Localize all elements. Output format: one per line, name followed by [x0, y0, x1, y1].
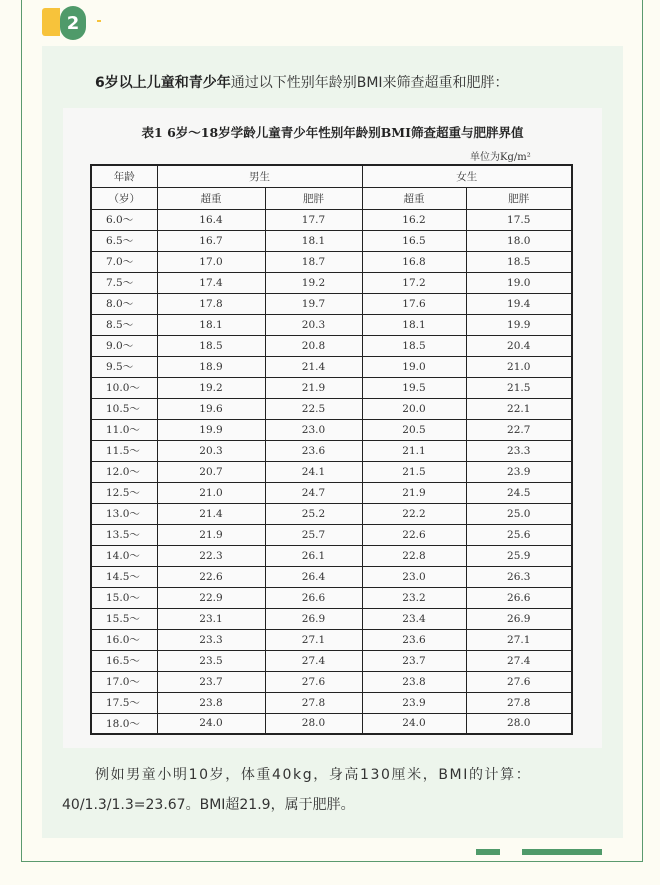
section-badge-accent: [42, 8, 60, 36]
table-row: [91, 377, 572, 398]
table-row: [91, 461, 572, 482]
cell-m-over: 23.3: [157, 629, 265, 650]
cell-age: 9.0～: [91, 335, 157, 356]
cell-age: 7.5～: [91, 272, 157, 293]
table-header-row-1: [91, 165, 572, 187]
cell-age: 12.0～: [91, 461, 157, 482]
cell-m-obese: 25.7: [265, 524, 362, 545]
cell-f-over: 22.2: [362, 503, 466, 524]
cell-m-obese: 28.0: [265, 713, 362, 734]
cell-age: 13.5～: [91, 524, 157, 545]
table-row: [91, 209, 572, 230]
cell-f-over: 22.8: [362, 545, 466, 566]
footer-bar-short: [476, 849, 500, 855]
header-male-overweight: 超重: [157, 187, 265, 209]
cell-m-obese: 27.6: [265, 671, 362, 692]
header-age-unit: （岁）: [91, 187, 157, 209]
cell-f-obese: 27.6: [466, 671, 572, 692]
cell-f-over: 19.5: [362, 377, 466, 398]
cell-m-obese: 27.8: [265, 692, 362, 713]
cell-f-over: 18.5: [362, 335, 466, 356]
cell-f-obese: 26.3: [466, 566, 572, 587]
table-row: [91, 629, 572, 650]
table-row: [91, 230, 572, 251]
cell-f-obese: 28.0: [466, 713, 572, 734]
cell-m-over: 24.0: [157, 713, 265, 734]
cell-m-over: 19.6: [157, 398, 265, 419]
header-female: 女生: [362, 165, 572, 187]
header-female-obese: 肥胖: [466, 187, 572, 209]
example-line-2: 40/1.3/1.3=23.67。BMI超21.9，属于肥胖。: [62, 797, 355, 813]
table-title: 表1 6岁～18岁学龄儿童青少年性别年龄别BMI筛查超重与肥胖界值: [141, 125, 524, 140]
cell-f-obese: 23.9: [466, 461, 572, 482]
table-row: [91, 713, 572, 734]
cell-f-obese: 26.9: [466, 608, 572, 629]
cell-m-over: 20.7: [157, 461, 265, 482]
cell-f-over: 21.1: [362, 440, 466, 461]
cell-m-obese: 24.7: [265, 482, 362, 503]
cell-f-over: 17.6: [362, 293, 466, 314]
cell-m-over: 16.4: [157, 209, 265, 230]
table-row: [91, 503, 572, 524]
cell-m-obese: 18.7: [265, 251, 362, 272]
cell-age: 16.0～: [91, 629, 157, 650]
example-line-1: 例如男童小明10岁，体重40kg，身高130厘米，BMI的计算：: [95, 767, 532, 783]
intro-bold: 6岁以上儿童和青少年: [95, 75, 231, 91]
cell-f-obese: 19.0: [466, 272, 572, 293]
cell-f-obese: 17.5: [466, 209, 572, 230]
table-row: [91, 692, 572, 713]
cell-f-over: 21.5: [362, 461, 466, 482]
cell-f-over: 16.8: [362, 251, 466, 272]
cell-m-over: 17.4: [157, 272, 265, 293]
table-row: [91, 440, 572, 461]
cell-age: 11.5～: [91, 440, 157, 461]
cell-f-obese: 24.5: [466, 482, 572, 503]
table-row: [91, 356, 572, 377]
cell-f-over: 16.5: [362, 230, 466, 251]
cell-f-obese: 20.4: [466, 335, 572, 356]
cell-age: 10.0～: [91, 377, 157, 398]
cell-f-obese: 18.5: [466, 251, 572, 272]
cell-f-obese: 18.0: [466, 230, 572, 251]
cell-m-over: 20.3: [157, 440, 265, 461]
cell-f-obese: 21.5: [466, 377, 572, 398]
table-row: [91, 545, 572, 566]
cell-m-over: 16.7: [157, 230, 265, 251]
cell-f-obese: 27.8: [466, 692, 572, 713]
cell-m-obese: 19.7: [265, 293, 362, 314]
cell-f-obese: 23.3: [466, 440, 572, 461]
intro-rest: 通过以下性别年龄别BMI来筛查超重和肥胖：: [230, 75, 509, 91]
cell-f-obese: 19.9: [466, 314, 572, 335]
cell-age: 9.5～: [91, 356, 157, 377]
cell-m-over: 18.5: [157, 335, 265, 356]
cell-m-over: 22.9: [157, 587, 265, 608]
cell-age: 13.0～: [91, 503, 157, 524]
header-age: 年龄: [91, 165, 157, 187]
cell-m-obese: 20.8: [265, 335, 362, 356]
table-row: [91, 671, 572, 692]
cell-age: 15.5～: [91, 608, 157, 629]
table-row: [91, 293, 572, 314]
cell-m-over: 19.9: [157, 419, 265, 440]
cell-f-over: 23.8: [362, 671, 466, 692]
cell-m-over: 18.9: [157, 356, 265, 377]
cell-f-over: 23.0: [362, 566, 466, 587]
cell-m-over: 17.0: [157, 251, 265, 272]
table-row: [91, 335, 572, 356]
cell-age: 7.0～: [91, 251, 157, 272]
cell-f-over: 23.4: [362, 608, 466, 629]
cell-age: 14.5～: [91, 566, 157, 587]
cell-m-over: 19.2: [157, 377, 265, 398]
cell-m-obese: 23.6: [265, 440, 362, 461]
cell-m-obese: 26.6: [265, 587, 362, 608]
cell-m-obese: 24.1: [265, 461, 362, 482]
table-row: [91, 398, 572, 419]
cell-m-obese: 25.2: [265, 503, 362, 524]
cell-m-over: 21.4: [157, 503, 265, 524]
table-row: [91, 482, 572, 503]
table-row: [91, 314, 572, 335]
header-female-overweight: 超重: [362, 187, 466, 209]
table-row: [91, 251, 572, 272]
section-badge-dash: [97, 20, 101, 22]
cell-f-over: 23.2: [362, 587, 466, 608]
table-row: [91, 566, 572, 587]
cell-f-over: 24.0: [362, 713, 466, 734]
cell-age: 8.5～: [91, 314, 157, 335]
cell-age: 17.0～: [91, 671, 157, 692]
cell-age: 12.5～: [91, 482, 157, 503]
cell-m-over: 22.6: [157, 566, 265, 587]
section-number-badge: 2: [60, 6, 86, 40]
cell-m-over: 23.5: [157, 650, 265, 671]
cell-m-obese: 23.0: [265, 419, 362, 440]
cell-age: 14.0～: [91, 545, 157, 566]
cell-f-obese: 27.1: [466, 629, 572, 650]
cell-f-obese: 25.0: [466, 503, 572, 524]
cell-age: 15.0～: [91, 587, 157, 608]
cell-f-obese: 25.6: [466, 524, 572, 545]
cell-f-over: 16.2: [362, 209, 466, 230]
cell-f-over: 23.6: [362, 629, 466, 650]
cell-f-over: 20.5: [362, 419, 466, 440]
cell-m-obese: 22.5: [265, 398, 362, 419]
cell-f-over: 22.6: [362, 524, 466, 545]
cell-f-over: 20.0: [362, 398, 466, 419]
cell-f-obese: 26.6: [466, 587, 572, 608]
table-row: [91, 650, 572, 671]
cell-m-obese: 27.1: [265, 629, 362, 650]
cell-m-obese: 26.4: [265, 566, 362, 587]
cell-m-obese: 21.9: [265, 377, 362, 398]
cell-age: 17.5～: [91, 692, 157, 713]
cell-f-obese: 19.4: [466, 293, 572, 314]
cell-m-obese: 19.2: [265, 272, 362, 293]
table-row: [91, 524, 572, 545]
cell-age: 10.5～: [91, 398, 157, 419]
cell-m-obese: 21.4: [265, 356, 362, 377]
cell-m-over: 23.8: [157, 692, 265, 713]
header-male-obese: 肥胖: [265, 187, 362, 209]
cell-f-obese: 22.7: [466, 419, 572, 440]
cell-f-over: 19.0: [362, 356, 466, 377]
cell-f-obese: 21.0: [466, 356, 572, 377]
header-male: 男生: [157, 165, 362, 187]
cell-m-obese: 20.3: [265, 314, 362, 335]
table-row: [91, 419, 572, 440]
table-row: [91, 587, 572, 608]
cell-f-over: 23.9: [362, 692, 466, 713]
table-header-row-2: [91, 187, 572, 209]
cell-age: 8.0～: [91, 293, 157, 314]
cell-m-obese: 27.4: [265, 650, 362, 671]
cell-f-obese: 25.9: [466, 545, 572, 566]
cell-m-over: 17.8: [157, 293, 265, 314]
cell-m-over: 23.1: [157, 608, 265, 629]
cell-f-over: 18.1: [362, 314, 466, 335]
cell-age: 6.0～: [91, 209, 157, 230]
cell-m-obese: 26.1: [265, 545, 362, 566]
cell-age: 16.5～: [91, 650, 157, 671]
cell-f-obese: 27.4: [466, 650, 572, 671]
table-unit: 单位为Kg/m²: [470, 152, 531, 163]
cell-m-over: 21.9: [157, 524, 265, 545]
cell-m-obese: 26.9: [265, 608, 362, 629]
cell-m-obese: 17.7: [265, 209, 362, 230]
cell-age: 18.0～: [91, 713, 157, 734]
cell-f-obese: 22.1: [466, 398, 572, 419]
cell-age: 11.0～: [91, 419, 157, 440]
bmi-table: [90, 164, 573, 735]
cell-f-over: 23.7: [362, 650, 466, 671]
cell-f-over: 17.2: [362, 272, 466, 293]
footer-bar-long: [522, 849, 602, 855]
intro-text: [95, 72, 509, 92]
cell-age: 6.5～: [91, 230, 157, 251]
cell-m-over: 18.1: [157, 314, 265, 335]
cell-m-over: 22.3: [157, 545, 265, 566]
cell-m-over: 23.7: [157, 671, 265, 692]
table-row: [91, 272, 572, 293]
cell-f-over: 21.9: [362, 482, 466, 503]
cell-m-obese: 18.1: [265, 230, 362, 251]
cell-m-over: 21.0: [157, 482, 265, 503]
table-row: [91, 608, 572, 629]
